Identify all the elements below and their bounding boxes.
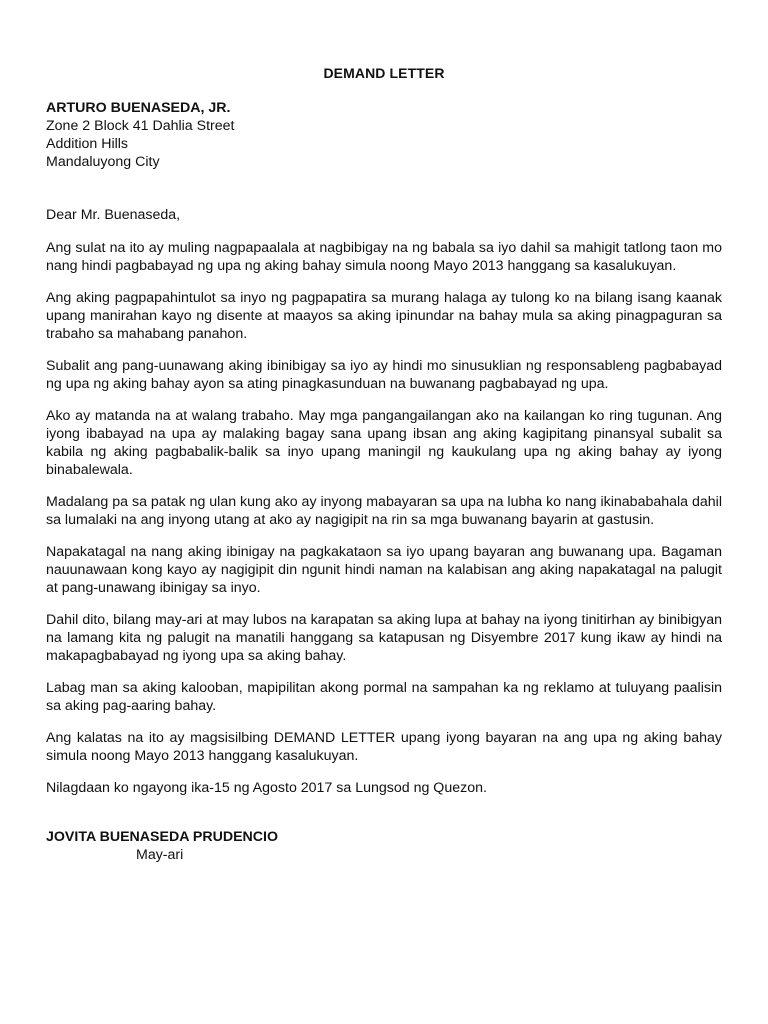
- body-paragraph-2: Ang aking pagpapahintulot sa inyo ng pagpapatira sa murang halaga ay tulong ko na bilang isang kaanak upang manirahan kayo ng disente at maayos sa aking ipinundar na bahay mula sa aking pinagpaguran sa trabaho sa mahabang panahon.: [46, 290, 722, 342]
- recipient-address-line-2: Addition Hills: [46, 136, 129, 152]
- body-paragraph-5: Madalang pa sa patak ng ulan kung ako ay inyong mabayaran sa upa na lubha ko nang ikinababahala dahil sa lumalaki na ang inyong utang at ako ay nagigipit na rin sa mga buwanang bayarin at gastusin.: [46, 494, 722, 528]
- body-paragraph-4: Ako ay matanda na at walang trabaho. May mga pangangailangan ako na kailangan ko ring tugunan. Ang iyong ibabayad na upa ay malaking bagay sana upang ibsan ang aking kagipitang pinansyal subalit sa kabila ng aking pagbabalik-balik sa inyo upang maningil ng kaukulang upa ng aking bahay ay iyong binabalewala.: [46, 408, 722, 478]
- letter-title: DEMAND LETTER: [323, 65, 445, 81]
- body-paragraph-1: Ang sulat na ito ay muling nagpapaalala at nagbibigay na ng babala sa iyo dahil sa mahigit tatlong taon mo nang hindi pagbabayad ng upa ng aking bahay simula noong Mayo 2013 hanggang sa kasalukuyan.: [46, 240, 722, 274]
- recipient-address-line-3: Mandaluyong City: [46, 154, 160, 170]
- letter-page: [46, 64, 722, 864]
- salutation: Dear Mr. Buenaseda,: [46, 207, 181, 223]
- signature-block: [46, 828, 722, 864]
- body-paragraph-8: Labag man sa aking kalooban, mapipilitan akong pormal na sampahan ka ng reklamo at tuluyang paalisin sa aking pag-aaring bahay.: [46, 680, 722, 714]
- letter-body: [46, 239, 722, 797]
- body-paragraph-3: Subalit ang pang-uunawang aking ibinibigay sa iyo ay hindi mo sinusuklian ng responsableng pagbabayad ng upa ng aking bahay ayon sa ating pinagkasunduan na buwanang pagbabayad ng upa.: [46, 358, 722, 392]
- body-paragraph-6: Napakatagal na nang aking ibinigay na pagkakataon sa iyo upang bayaran ang buwanang upa. Bagaman nauunawaan kong kayo ay nagigipit din ngunit hindi naman na kalabisan ang aking napakatagal na palugit at pang-unawang ibinigay sa inyo.: [46, 544, 722, 596]
- recipient-name: ARTURO BUENASEDA, JR.: [46, 100, 231, 116]
- signatory-role: May-ari: [136, 847, 184, 863]
- signatory-name: JOVITA BUENASEDA PRUDENCIO: [46, 829, 279, 845]
- body-paragraph-7: Dahil dito, bilang may-ari at may lubos na karapatan sa aking lupa at bahay na iyong tinitirhan ay binibigyan na lamang kita ng palugit na manatili hanggang sa katapusan ng Disyembre 2017 kung ikaw ay hindi na makapagbabayad ng iyong upa sa aking bahay.: [46, 612, 722, 664]
- body-paragraph-9: Ang kalatas na ito ay magsisilbing DEMAND LETTER upang iyong bayaran na ang upa ng aking bahay simula noong Mayo 2013 hanggang kasalukuyan.: [46, 730, 722, 764]
- recipient-address-line-1: Zone 2 Block 41 Dahlia Street: [46, 118, 235, 134]
- body-paragraph-10: Nilagdaan ko ngayong ika-15 ng Agosto 2017 sa Lungsod ng Quezon.: [46, 780, 487, 796]
- recipient-block: [46, 99, 722, 171]
